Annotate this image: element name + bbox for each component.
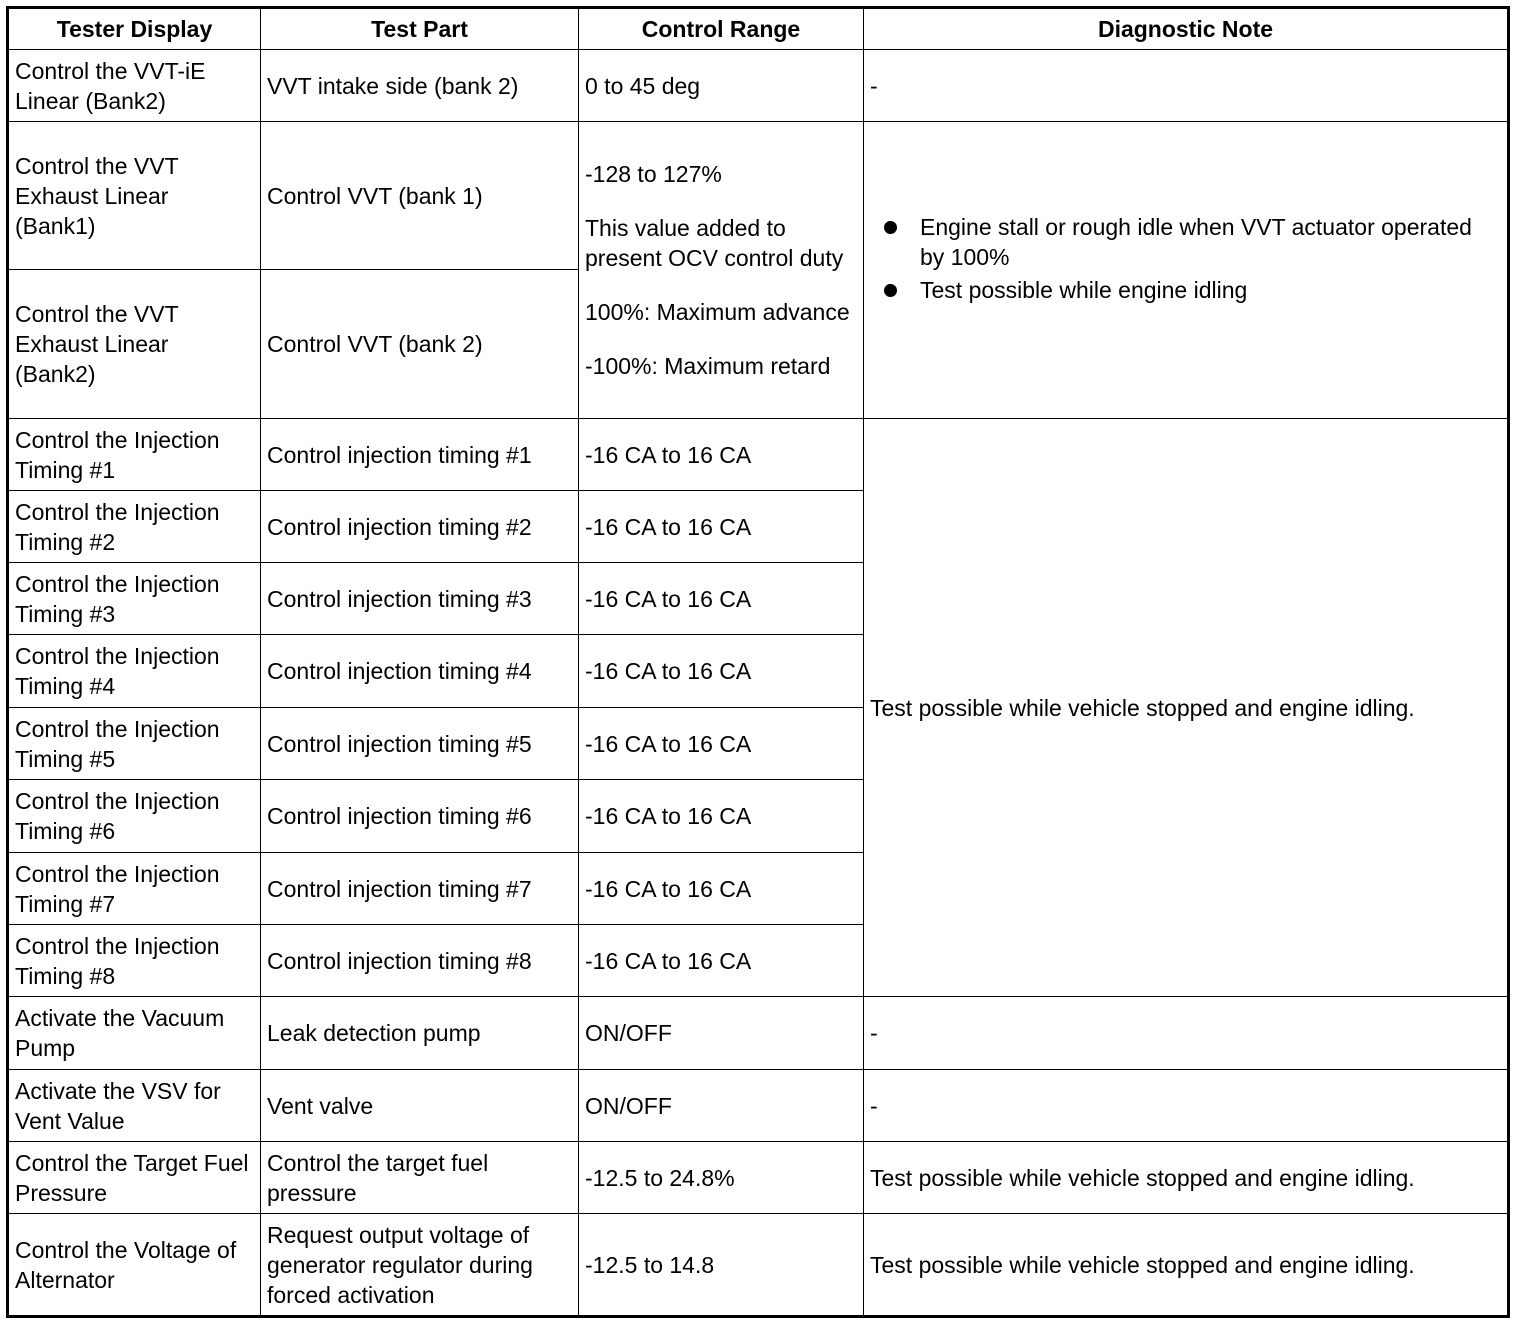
table-row xyxy=(8,419,1509,491)
control-range-cell: -16 CA to 16 CA xyxy=(579,635,864,708)
control-range-cell: -16 CA to 16 CA xyxy=(579,853,864,925)
tester-display-cell: Activate the VSV for Vent Value xyxy=(8,1070,261,1142)
bullet-list xyxy=(870,212,1501,305)
table-row xyxy=(8,1142,1509,1214)
test-part-cell: Request output voltage of generator regulator during forced activation xyxy=(261,1214,579,1317)
column-header-test-part: Test Part xyxy=(261,8,579,50)
control-range-cell: -16 CA to 16 CA xyxy=(579,419,864,491)
test-part-cell: Vent valve xyxy=(261,1070,579,1142)
control-range-cell xyxy=(579,122,864,419)
table-row xyxy=(8,997,1509,1070)
tester-display-cell: Control the VVT Exhaust Linear (Bank2) xyxy=(8,270,261,419)
diagnostic-note-cell: Test possible while vehicle stopped and engine idling. xyxy=(864,419,1509,997)
bullet-item xyxy=(920,212,1501,272)
bullet-dot-icon xyxy=(884,221,897,234)
range-line: 100%: Maximum advance xyxy=(585,299,850,325)
bullet-text: Test possible while engine idling xyxy=(920,277,1248,303)
column-header-control-range: Control Range xyxy=(579,8,864,50)
tester-display-cell: Control the Voltage of Alternator xyxy=(8,1214,261,1317)
test-part-cell: Control injection timing #6 xyxy=(261,780,579,853)
control-range-cell: 0 to 45 deg xyxy=(579,50,864,122)
diagnostic-note-cell: - xyxy=(864,1070,1509,1142)
test-part-cell: Control the target fuel pressure xyxy=(261,1142,579,1214)
table-row xyxy=(8,122,1509,270)
diagnostic-note-cell: Test possible while vehicle stopped and engine idling. xyxy=(864,1214,1509,1317)
range-line: -100%: Maximum retard xyxy=(585,353,831,379)
control-range-cell: -16 CA to 16 CA xyxy=(579,708,864,780)
control-range-cell: -16 CA to 16 CA xyxy=(579,925,864,997)
table-row xyxy=(8,1070,1509,1142)
table-row xyxy=(8,1214,1509,1317)
test-part-cell: Control injection timing #2 xyxy=(261,491,579,563)
range-line: -128 to 127% xyxy=(585,161,722,187)
control-range-cell: -16 CA to 16 CA xyxy=(579,780,864,853)
test-part-cell: Leak detection pump xyxy=(261,997,579,1070)
header-row xyxy=(8,8,1509,50)
tester-display-cell: Activate the Vacuum Pump xyxy=(8,997,261,1070)
diagnostic-note-cell xyxy=(864,122,1509,419)
test-part-cell: Control injection timing #8 xyxy=(261,925,579,997)
test-part-cell: VVT intake side (bank 2) xyxy=(261,50,579,122)
column-header-diagnostic-note: Diagnostic Note xyxy=(864,8,1509,50)
table-row xyxy=(8,50,1509,122)
control-range-cell: -16 CA to 16 CA xyxy=(579,491,864,563)
control-range-cell: ON/OFF xyxy=(579,1070,864,1142)
tester-display-cell: Control the Injection Timing #3 xyxy=(8,563,261,635)
test-part-cell: Control injection timing #1 xyxy=(261,419,579,491)
test-part-cell: Control injection timing #3 xyxy=(261,563,579,635)
bullet-dot-icon xyxy=(884,284,897,297)
test-part-cell: Control injection timing #4 xyxy=(261,635,579,708)
bullet-text: Engine stall or rough idle when VVT actuator operated by 100% xyxy=(920,214,1472,270)
tester-display-cell: Control the Injection Timing #8 xyxy=(8,925,261,997)
active-test-table xyxy=(6,6,1510,1318)
test-part-cell: Control VVT (bank 2) xyxy=(261,270,579,419)
tester-display-cell: Control the VVT-iE Linear (Bank2) xyxy=(8,50,261,122)
diagnostic-note-cell: - xyxy=(864,997,1509,1070)
tester-display-cell: Control the Injection Timing #7 xyxy=(8,853,261,925)
control-range-cell: -16 CA to 16 CA xyxy=(579,563,864,635)
bullet-item xyxy=(920,275,1501,305)
test-part-cell: Control VVT (bank 1) xyxy=(261,122,579,270)
control-range-cell: -12.5 to 14.8 xyxy=(579,1214,864,1317)
tester-display-cell: Control the Injection Timing #5 xyxy=(8,708,261,780)
diagnostic-note-cell: - xyxy=(864,50,1509,122)
tester-display-cell: Control the Injection Timing #2 xyxy=(8,491,261,563)
tester-display-cell: Control the Injection Timing #6 xyxy=(8,780,261,853)
control-range-cell: -12.5 to 24.8% xyxy=(579,1142,864,1214)
range-line: This value added to present OCV control duty xyxy=(585,215,844,271)
diagnostic-note-cell: Test possible while vehicle stopped and engine idling. xyxy=(864,1142,1509,1214)
test-part-cell: Control injection timing #7 xyxy=(261,853,579,925)
control-range-cell: ON/OFF xyxy=(579,997,864,1070)
test-part-cell: Control injection timing #5 xyxy=(261,708,579,780)
column-header-tester-display: Tester Display xyxy=(8,8,261,50)
tester-display-cell: Control the Injection Timing #4 xyxy=(8,635,261,708)
tester-display-cell: Control the VVT Exhaust Linear (Bank1) xyxy=(8,122,261,270)
tester-display-cell: Control the Target Fuel Pressure xyxy=(8,1142,261,1214)
tester-display-cell: Control the Injection Timing #1 xyxy=(8,419,261,491)
